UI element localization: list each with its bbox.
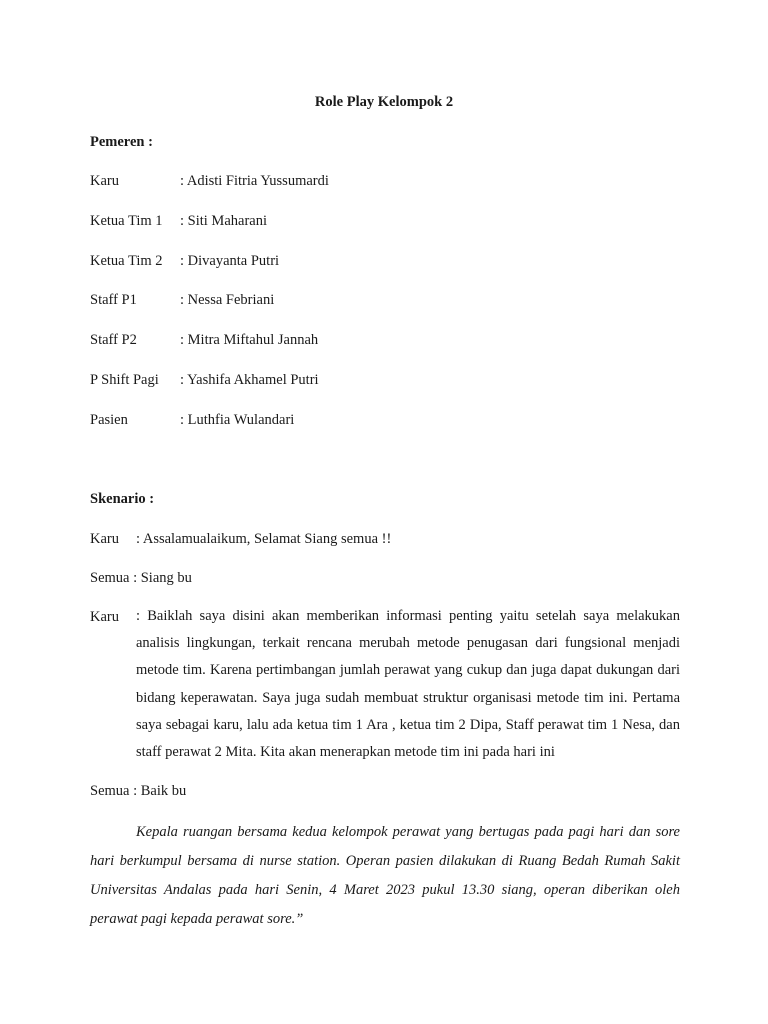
- narration-paragraph: Kepala ruangan bersama kedua kelompok perawat yang bertugas pada pagi hari dan sore hari berkumpul bersama di nurse station. Operan pasien dilakukan di Ruang Bedah Rumah Sakit Universitas Andalas pada hari Senin, 4 Maret 2023 pukul 13.30 siang, operan diberikan oleh perawat pagi kepada perawat sore.”: [90, 824, 680, 927]
- cast-name: : Yashifa Akhamel Putri: [180, 372, 319, 388]
- cast-name: : Luthfia Wulandari: [180, 412, 295, 428]
- dialogue-line: Semua : Siang bu: [90, 570, 192, 586]
- scenario-heading: Skenario :: [90, 491, 155, 507]
- dialogue-line: Semua : Baik bu: [90, 783, 187, 799]
- document-title: Role Play Kelompok 2: [314, 94, 454, 110]
- cast-heading: Pemeren :: [90, 134, 153, 150]
- cast-name: : Divayanta Putri: [180, 253, 280, 269]
- cast-role: Staff P2: [90, 332, 137, 348]
- dialogue-text: : Assalamualaikum, Selamat Siang semua !!: [136, 531, 392, 547]
- cast-role: Staff P1: [90, 292, 137, 308]
- dialogue-paragraph: : Baiklah saya disini akan memberikan informasi penting yaitu setelah saya melakukan analisis lingkungan, terkait rencana merubah metode penugasan dari fungsional menjadi metode tim. Karena pertimbangan jumlah perawat yang cukup dan juga dapat dukungan dari bidang keperawatan. Saya juga sudah membuat struktur organisasi metode tim ini. Pertama saya sebagai karu, lalu ada ketua tim 1 Ara , ketua tim 2 Dipa, Staff perawat tim 1 Nesa, dan staff perawat 2 Mita. Kita akan menerapkan metode tim ini pada hari ini: [136, 608, 680, 761]
- cast-role: P Shift Pagi: [90, 372, 159, 388]
- cast-name: : Siti Maharani: [180, 213, 267, 229]
- cast-role: Ketua Tim 1: [90, 213, 163, 229]
- cast-role: Karu: [90, 173, 119, 189]
- cast-name: : Nessa Febriani: [180, 292, 275, 308]
- cast-name: : Adisti Fitria Yussumardi: [180, 173, 329, 189]
- cast-name: : Mitra Miftahul Jannah: [180, 332, 319, 348]
- dialogue-speaker: Karu: [90, 531, 119, 547]
- cast-role: Ketua Tim 2: [90, 253, 163, 269]
- cast-role: Pasien: [90, 412, 128, 428]
- dialogue-speaker: Karu: [90, 609, 119, 625]
